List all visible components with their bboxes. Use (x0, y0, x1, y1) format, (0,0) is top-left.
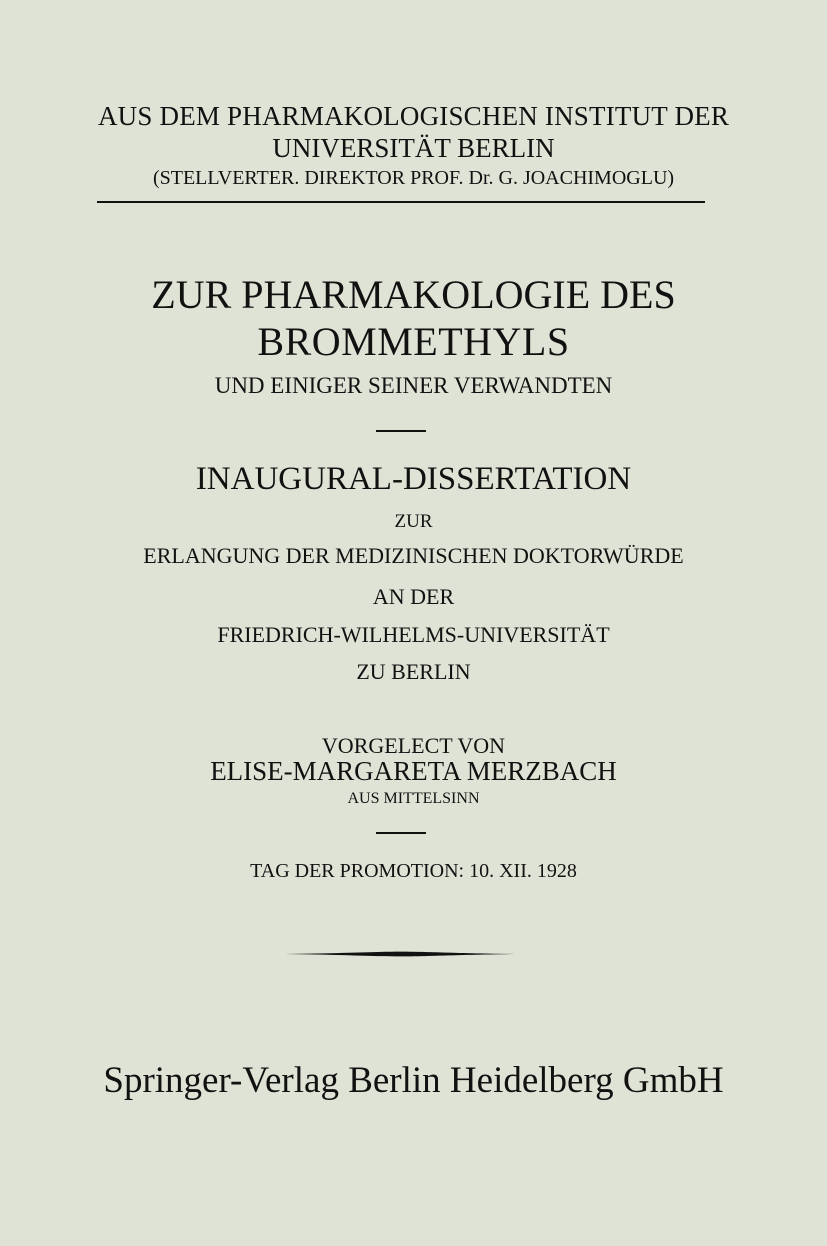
author-name: ELISE-MARGARETA MERZBACH (210, 756, 617, 786)
title-line-1: ZUR PHARMAKOLOGIE DES (151, 272, 676, 317)
dissertation-heading: INAUGURAL-DISSERTATION (195, 461, 632, 497)
ornamental-tapered-rule (285, 950, 515, 958)
short-divider-1 (376, 430, 426, 432)
title-subtitle: UND EINIGER SEINER VERWANDTEN (214, 373, 613, 398)
title-line-2: BROMMETHYLS (257, 319, 570, 364)
dissertation-line-erlangung: ERLANGUNG DER MEDIZINISCHEN DOKTORWÜRDE (143, 543, 684, 568)
dissertation-line-city: ZU BERLIN (356, 659, 471, 684)
institute-line-2: UNIVERSITÄT BERLIN (272, 133, 555, 163)
promotion-date: TAG DER PROMOTION: 10. XII. 1928 (250, 860, 577, 882)
institute-line-1: AUS DEM PHARMAKOLOGISCHEN INSTITUT DER (97, 101, 730, 131)
publisher-name: Springer-Verlag Berlin Heidelberg GmbH (103, 1060, 724, 1101)
author-origin: AUS MITTELSINN (347, 790, 480, 807)
header-divider (97, 201, 705, 203)
dissertation-line-an-der: AN DER (372, 584, 455, 609)
dissertation-line-university: FRIEDRICH-WILHELMS-UNIVERSITÄT (217, 622, 610, 647)
presented-by: VORGELECT VON (321, 733, 506, 758)
institute-director-line: (STELLVERTER. DIREKTOR PROF. Dr. G. JOACHIMOGLU) (152, 167, 675, 189)
dissertation-line-zur: ZUR (394, 511, 433, 532)
short-divider-2 (376, 832, 426, 834)
